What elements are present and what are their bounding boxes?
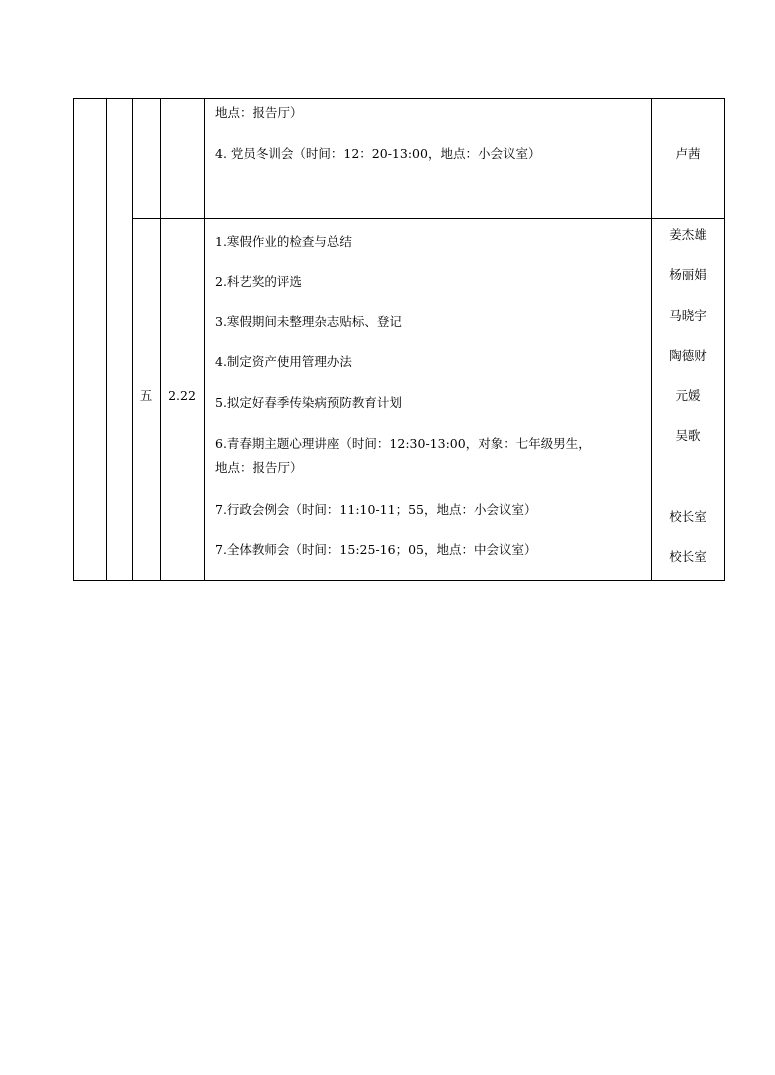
column-divider (651, 99, 652, 580)
column-divider (204, 99, 205, 580)
agenda-item: 1.寒假作业的检查与总结 (215, 234, 352, 249)
column-divider (106, 99, 107, 580)
responsible-person: 元媛 (675, 388, 701, 403)
weekday-cell: 五 (139, 388, 153, 403)
schedule-table (73, 98, 725, 581)
responsible-person: 陶德财 (669, 348, 707, 363)
agenda-item: 2.科艺奖的评选 (215, 274, 302, 289)
agenda-item: 地点：报告厅） (215, 460, 303, 475)
responsible-person: 马晓宇 (669, 308, 707, 323)
column-divider (132, 99, 133, 580)
column-divider (160, 99, 161, 580)
responsible-person: 吴歌 (675, 428, 701, 443)
row-divider (132, 218, 724, 219)
responsible-person: 卢茜 (675, 146, 701, 161)
responsible-person: 姜杰雄 (669, 227, 707, 242)
agenda-line: 地点：报告厅） (215, 105, 303, 120)
agenda-item: 7.行政会例会（时间：11:10-11；55，地点：小会议室） (215, 502, 537, 517)
agenda-item: 4.制定资产使用管理办法 (215, 354, 352, 369)
agenda-item: 6.青春期主题心理讲座（时间：12:30-13:00，对象：七年级男生， (215, 436, 591, 451)
agenda-item: 7.全体教师会（时间：15:25-16；05，地点：中会议室） (215, 542, 537, 557)
responsible-person: 校长室 (669, 549, 707, 564)
agenda-item: 3.寒假期间未整理杂志贴标、登记 (215, 314, 402, 329)
agenda-line: 4. 党员冬训会（时间：12：20-13:00，地点：小会议室） (215, 146, 541, 161)
date-cell: 2.22 (168, 388, 196, 403)
responsible-person: 校长室 (669, 509, 707, 524)
agenda-item: 5.拟定好春季传染病预防教育计划 (215, 395, 402, 410)
responsible-person: 杨丽娟 (669, 267, 707, 282)
